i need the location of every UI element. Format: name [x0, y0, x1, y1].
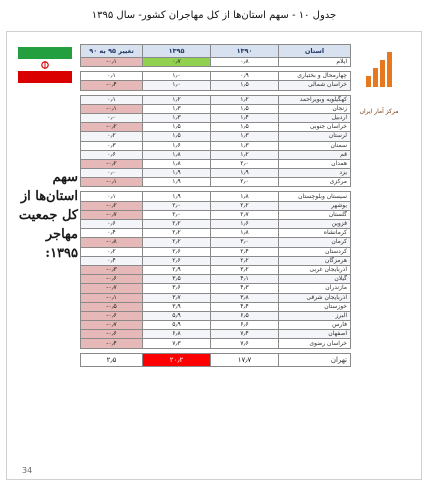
table-row	[81, 353, 351, 366]
cell-province: کرمان	[279, 238, 351, 247]
cell-change: ۰٫۴	[81, 256, 143, 265]
cell-change: ۰٫۶	[81, 220, 143, 229]
cell-1390: ۱٫۵	[211, 123, 279, 132]
cell-1395: ۱٫۹	[143, 178, 211, 187]
table-row	[81, 321, 351, 330]
table-row	[81, 284, 351, 293]
cell-1395: ۷٫۳	[143, 339, 211, 348]
column-header-change: تغییر ۹۵ به ۹۰	[81, 45, 143, 58]
cell-1390: ۶٫۵	[211, 311, 279, 320]
cell-1390: ۳٫۰	[211, 238, 279, 247]
table-row	[81, 247, 351, 256]
cell-province: مازندران	[279, 284, 351, 293]
cell-change: -۰٫۴	[81, 81, 143, 90]
cell-province: هرمزگان	[279, 256, 351, 265]
cell-1395: ۲٫۶	[143, 256, 211, 265]
table-row	[81, 275, 351, 284]
cell-province: زنجان	[279, 104, 351, 113]
table-row	[81, 58, 351, 67]
cell-1390: ۳٫۲	[211, 265, 279, 274]
cell-change: -۰٫۳	[81, 265, 143, 274]
cell-1390: ۶٫۶	[211, 321, 279, 330]
cell-1395: ۱٫۳	[143, 104, 211, 113]
cell-province: خوزستان	[279, 302, 351, 311]
cell-1395: ۶٫۸	[143, 330, 211, 339]
cell-1390: ۲٫۲	[211, 201, 279, 210]
cell-1395: ۲٫۲	[143, 220, 211, 229]
cell-1390: ۲٫۷	[211, 210, 279, 219]
cell-province: خراسان رضوی	[279, 339, 351, 348]
cell-1390: ۱٫۲	[211, 150, 279, 159]
cell-province: لرستان	[279, 132, 351, 141]
column-header-1390: ۱۳۹۰	[211, 45, 279, 58]
cell-province: کهگیلویه وبویراحمد	[279, 95, 351, 104]
table-row	[81, 256, 351, 265]
cell-province: سمنان	[279, 141, 351, 150]
cell-change: ۰٫۶	[81, 150, 143, 159]
cell-1395: ۱٫۰	[143, 81, 211, 90]
page-number: 34	[22, 466, 33, 475]
cell-province: خراسان جنوبی	[279, 123, 351, 132]
cell-1390: ۱٫۸	[211, 192, 279, 201]
table-row	[81, 265, 351, 274]
cell-1390: ۳٫۸	[211, 293, 279, 302]
cell-change: -۰٫۱	[81, 178, 143, 187]
cell-1395: ۱٫۹	[143, 192, 211, 201]
table-row	[81, 311, 351, 320]
table-row	[81, 81, 351, 90]
table-row	[81, 178, 351, 187]
cell-1390: ۲٫۰	[211, 159, 279, 168]
province-share-table	[80, 44, 351, 367]
table-row	[81, 72, 351, 81]
cell-1395: ۲٫۲	[143, 238, 211, 247]
cell-1395: ۵٫۹	[143, 311, 211, 320]
cell-province: بوشهر	[279, 201, 351, 210]
cell-1390: ۱٫۹	[211, 169, 279, 178]
table-row	[81, 113, 351, 122]
table-row	[81, 238, 351, 247]
table-row	[81, 95, 351, 104]
cell-1390: ۴٫۴	[211, 302, 279, 311]
cell-1395: ۱٫۹	[143, 169, 211, 178]
table-header-row	[81, 45, 351, 58]
cell-1390: ۴٫۱	[211, 275, 279, 284]
cell-province: قزوین	[279, 220, 351, 229]
cell-change: ۰٫۳	[81, 141, 143, 150]
cell-change: -۰٫۲	[81, 123, 143, 132]
cell-1395: ۳٫۷	[143, 293, 211, 302]
cell-1395: ۱٫۸	[143, 159, 211, 168]
cell-1395: ۱٫۲	[143, 95, 211, 104]
cell-change: -۰٫۷	[81, 321, 143, 330]
cell-change: ۰٫۲	[81, 247, 143, 256]
cell-1395: ۲٫۶	[143, 247, 211, 256]
cell-change: ۰٫۱	[81, 72, 143, 81]
cell-1390: ۲٫۰	[211, 178, 279, 187]
cell-1395: ۱٫۳	[143, 113, 211, 122]
cell-1395: ۱٫۸	[143, 150, 211, 159]
cell-1395: ۱٫۰	[143, 72, 211, 81]
cell-1390: ۱٫۴	[211, 113, 279, 122]
cell-1390: ۱٫۸	[211, 229, 279, 238]
cell-change: -۰٫۶	[81, 311, 143, 320]
cell-province: قم	[279, 150, 351, 159]
table-row	[81, 141, 351, 150]
cell-change: -۰٫۱	[81, 58, 143, 67]
page-title: جدول ۱۰ - سهم استان‌ها از کل مهاجران کشور- سال ۱۳۹۵	[91, 10, 337, 21]
cell-1395: ۱٫۵	[143, 132, 211, 141]
cell-province: خراسان شمالی	[279, 81, 351, 90]
cell-change: ۰٫۱	[81, 95, 143, 104]
cell-1395: ۲٫۲	[143, 229, 211, 238]
cell-change: -۰٫۷	[81, 284, 143, 293]
cell-1395: ۵٫۹	[143, 321, 211, 330]
cell-province: اردبیل	[279, 113, 351, 122]
cell-province: مرکزی	[279, 178, 351, 187]
cell-1390: ۴٫۳	[211, 284, 279, 293]
cell-change: -۰٫۲	[81, 201, 143, 210]
cell-change: -۰٫۲	[81, 159, 143, 168]
cell-1390: ۲٫۴	[211, 247, 279, 256]
sci-logo-icon	[365, 50, 395, 88]
table-row	[81, 104, 351, 113]
iran-flag-icon	[18, 47, 72, 83]
table-row	[81, 293, 351, 302]
cell-province: گیلان	[279, 275, 351, 284]
cell-province: یزد	[279, 169, 351, 178]
cell-1395: ۲٫۹	[143, 265, 211, 274]
table-row	[81, 330, 351, 339]
table-row	[81, 210, 351, 219]
cell-1390: ۰٫۸	[211, 58, 279, 67]
slide-heading: سهم استان‌ها از کل جمعیت مهاجر ۱۳۹۵:	[18, 170, 78, 261]
cell-change: -۰٫۱	[81, 293, 143, 302]
cell-1395: ۳٫۵	[143, 275, 211, 284]
cell-1390: ۷٫۴	[211, 330, 279, 339]
cell-1395: ۱٫۶	[143, 141, 211, 150]
cell-province: ایلام	[279, 58, 351, 67]
cell-1395: ۲٫۰	[143, 210, 211, 219]
table-row	[81, 339, 351, 348]
cell-change: ۰٫۴	[81, 229, 143, 238]
cell-change: ۲٫۵	[81, 353, 143, 366]
cell-change: -۰٫۶	[81, 330, 143, 339]
cell-change: -۰٫۱	[81, 104, 143, 113]
logo-text: مرکز آمار ایران	[359, 108, 399, 115]
cell-1390: ۱٫۲	[211, 95, 279, 104]
cell-province: سیستان وبلوچستان	[279, 192, 351, 201]
cell-province: فارس	[279, 321, 351, 330]
cell-1390: ۱٫۳	[211, 132, 279, 141]
cell-change: ۰٫۱	[81, 192, 143, 201]
cell-province: چهارمحال و بختیاری	[279, 72, 351, 81]
table-row	[81, 132, 351, 141]
cell-province: همدان	[279, 159, 351, 168]
column-header-province: استان	[279, 45, 351, 58]
table-row	[81, 150, 351, 159]
table-row	[81, 229, 351, 238]
cell-1390: ۲٫۲	[211, 256, 279, 265]
cell-province: کردستان	[279, 247, 351, 256]
cell-1395: ۰٫۷	[143, 58, 211, 67]
cell-change: -۰٫۶	[81, 275, 143, 284]
table-row	[81, 169, 351, 178]
cell-1390: ۱۷٫۷	[211, 353, 279, 366]
cell-1390: ۰٫۹	[211, 72, 279, 81]
cell-1395: ۳٫۶	[143, 284, 211, 293]
cell-change: ۰٫۰	[81, 169, 143, 178]
cell-1390: ۱٫۳	[211, 141, 279, 150]
cell-province: گلستان	[279, 210, 351, 219]
cell-change: -۰٫۸	[81, 238, 143, 247]
cell-1390: ۱٫۶	[211, 220, 279, 229]
cell-1395: ۳٫۹	[143, 302, 211, 311]
cell-province: کرمانشاه	[279, 229, 351, 238]
column-header-1395: ۱۳۹۵	[143, 45, 211, 58]
table-body	[81, 58, 351, 367]
cell-province: البرز	[279, 311, 351, 320]
cell-province: آذربایجان شرقی	[279, 293, 351, 302]
cell-1395: ۲٫۰	[143, 201, 211, 210]
table-row	[81, 159, 351, 168]
cell-change: -۰٫۵	[81, 302, 143, 311]
table-row	[81, 123, 351, 132]
cell-province: آذربایجان غربی	[279, 265, 351, 274]
cell-change: ۰٫۰	[81, 113, 143, 122]
cell-change: ۰٫۲	[81, 132, 143, 141]
table-row	[81, 302, 351, 311]
cell-province: اصفهان	[279, 330, 351, 339]
cell-1390: ۱٫۵	[211, 104, 279, 113]
cell-1390: ۷٫۶	[211, 339, 279, 348]
cell-change: -۰٫۷	[81, 210, 143, 219]
cell-1395: ۱٫۵	[143, 123, 211, 132]
cell-1395: ۲۰٫۲	[143, 353, 211, 366]
cell-1390: ۱٫۵	[211, 81, 279, 90]
cell-change: -۰٫۴	[81, 339, 143, 348]
cell-province: تهران	[279, 353, 351, 366]
table-row	[81, 220, 351, 229]
table-row	[81, 192, 351, 201]
table-row	[81, 201, 351, 210]
